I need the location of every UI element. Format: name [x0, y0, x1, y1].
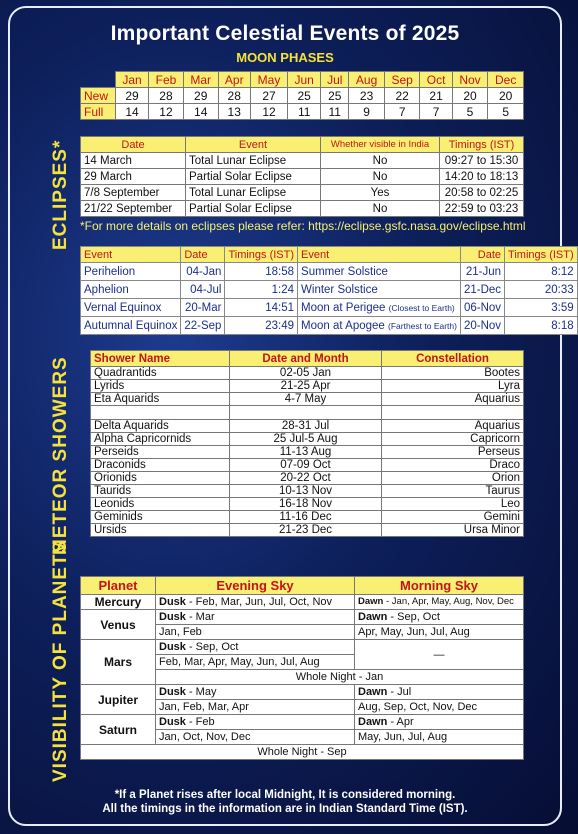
- moon-cell: 11: [288, 104, 321, 120]
- shower-constellation: Lyra: [382, 380, 524, 393]
- month-header: Jun: [288, 72, 321, 88]
- shower-constellation: Bootes: [382, 367, 524, 380]
- moon-cell: 29: [116, 88, 149, 104]
- shower-constellation: Taurus: [382, 485, 524, 498]
- whole-night-cell: Whole Night - Jan: [156, 670, 524, 685]
- event-name-text: Moon at Apogee: [301, 319, 385, 332]
- evening-cell-2: Jan, Feb: [156, 625, 355, 640]
- morning-cell: [355, 595, 524, 610]
- shower-constellation: Perseus: [382, 446, 524, 459]
- event-header: Event: [298, 247, 461, 263]
- moon-cell: 20: [452, 88, 488, 104]
- month-header: Feb: [149, 72, 184, 88]
- shower-name: Delta Aquarids: [91, 420, 230, 433]
- event-time: 8:12: [505, 263, 578, 281]
- eclipse-date: 29 March: [81, 169, 186, 185]
- evening-cell: [156, 640, 355, 655]
- moon-phases-table: [80, 71, 524, 120]
- meteor-showers-table: [90, 350, 524, 537]
- shower-date: 20-22 Oct: [230, 472, 382, 485]
- event-name: [298, 317, 461, 335]
- planet-header: Planet: [81, 577, 156, 595]
- shower-constellation: Aquarius: [382, 393, 524, 406]
- evening-cell: [156, 610, 355, 625]
- morning-cell: [355, 685, 524, 700]
- dawn-label: Dawn: [358, 596, 384, 607]
- dusk-label: Dusk: [159, 596, 186, 608]
- moon-phases-heading: MOON PHASES: [236, 50, 334, 65]
- event-date: 06-Nov: [460, 299, 504, 317]
- shower-date: 16-18 Nov: [230, 498, 382, 511]
- shower-date: 21-25 Apr: [230, 380, 382, 393]
- evening-cell: [156, 715, 355, 730]
- planet-name: Jupiter: [81, 685, 156, 715]
- moon-cell: 5: [452, 104, 488, 120]
- moon-cell: 5: [488, 104, 524, 120]
- event-date: 21-Dec: [460, 281, 504, 299]
- event-date: 20-Nov: [460, 317, 504, 335]
- shower-date: 10-13 Nov: [230, 485, 382, 498]
- planets-side-label: VISIBILITY OF PLANETS: [50, 539, 71, 782]
- event-note: (Farthest to Earth): [388, 320, 457, 331]
- event-note: (Closest to Earth): [388, 302, 455, 313]
- dusk-label: Dusk: [159, 611, 186, 623]
- eclipse-date: 21/22 September: [81, 201, 186, 217]
- dusk-label: Dusk: [159, 716, 186, 728]
- meteor-showers-side-label: METEOR SHOWERS: [50, 356, 71, 555]
- eclipse-header: Date: [81, 137, 186, 153]
- moon-cell: 29: [183, 88, 218, 104]
- eclipse-event: Partial Solar Eclipse: [186, 169, 321, 185]
- morning-cell-2: May, Jun, Jul, Aug: [355, 730, 524, 745]
- empty-cell: [81, 72, 116, 88]
- event-time: 23:49: [225, 317, 298, 335]
- eclipses-table: [80, 136, 524, 217]
- morning-cell: [355, 715, 524, 730]
- evening-months: - Feb, Mar, Jun, Jul, Oct, Nov: [185, 596, 333, 608]
- event-name: Vernal Equinox: [81, 299, 181, 317]
- eclipse-date: 14 March: [81, 153, 186, 169]
- dusk-label: Dusk: [159, 686, 186, 698]
- planet-name: Mars: [81, 640, 156, 685]
- moon-cell: 23: [349, 88, 385, 104]
- month-header: Sep: [384, 72, 420, 88]
- shower-constellation: Orion: [382, 472, 524, 485]
- shower-constellation: Leo: [382, 498, 524, 511]
- eclipse-event: Partial Solar Eclipse: [186, 201, 321, 217]
- event-header: Timings (IST): [505, 247, 578, 263]
- morning-months: - Jan, Apr, May, Aug, Nov, Dec: [383, 596, 514, 607]
- footer-note-2: All the timings in the information are in Indian Standard Time (IST).: [102, 803, 468, 815]
- moon-cell: 28: [218, 88, 250, 104]
- moon-cell: 12: [250, 104, 287, 120]
- evening-cell-2: Jan, Feb, Mar, Apr: [156, 700, 355, 715]
- month-header: May: [250, 72, 287, 88]
- full-moon-label: Full: [81, 104, 116, 120]
- eclipse-timing: 09:27 to 15:30: [440, 153, 524, 169]
- moon-cell: 22: [384, 88, 420, 104]
- event-header: Event: [81, 247, 181, 263]
- eclipse-visible: No: [321, 169, 440, 185]
- eclipse-timing: 22:59 to 03:23: [440, 201, 524, 217]
- month-header: Aug: [349, 72, 385, 88]
- shower-date: 11-16 Dec: [230, 511, 382, 524]
- event-date: 04-Jul: [181, 281, 225, 299]
- event-name: [298, 263, 461, 281]
- event-date: 04-Jan: [181, 263, 225, 281]
- event-time: 20:33: [505, 281, 578, 299]
- eclipse-visible: No: [321, 201, 440, 217]
- shower-name: Quadrantids: [91, 367, 230, 380]
- evening-months: - Mar: [185, 611, 215, 623]
- shower-date: 11-13 Aug: [230, 446, 382, 459]
- shower-name: [91, 406, 230, 420]
- moon-cell: 11: [321, 104, 349, 120]
- eclipses-side-label: ECLIPSES*: [50, 139, 71, 250]
- moon-cell: 28: [149, 88, 184, 104]
- shower-name: Geminids: [91, 511, 230, 524]
- shower-constellation: Capricorn: [382, 433, 524, 446]
- event-date: 20-Mar: [181, 299, 225, 317]
- moon-cell: 25: [288, 88, 321, 104]
- shower-name: Lyrids: [91, 380, 230, 393]
- event-name-text: Winter Solstice: [301, 283, 378, 296]
- shower-constellation: Aquarius: [382, 420, 524, 433]
- shower-date: 25 Jul-5 Aug: [230, 433, 382, 446]
- month-header: Dec: [488, 72, 524, 88]
- shower-date: 02-05 Jan: [230, 367, 382, 380]
- shower-name: Orionids: [91, 472, 230, 485]
- planet-name: Venus: [81, 610, 156, 640]
- evening-cell-2: Jan, Oct, Nov, Dec: [156, 730, 355, 745]
- meteor-header: Date and Month: [230, 351, 382, 367]
- event-time: 3:59: [505, 299, 578, 317]
- planets-table: [80, 576, 524, 760]
- shower-constellation: [382, 406, 524, 420]
- dawn-label: Dawn: [358, 716, 388, 728]
- month-header: Jan: [116, 72, 149, 88]
- meteor-header: Constellation: [382, 351, 524, 367]
- new-moon-label: New: [81, 88, 116, 104]
- month-header: Jul: [321, 72, 349, 88]
- event-date: 21-Jun: [460, 263, 504, 281]
- moon-cell: 7: [420, 104, 452, 120]
- shower-name: Draconids: [91, 459, 230, 472]
- shower-name: Alpha Capricornids: [91, 433, 230, 446]
- month-header: Mar: [183, 72, 218, 88]
- moon-cell: 14: [116, 104, 149, 120]
- shower-name: Perseids: [91, 446, 230, 459]
- events-table: [80, 246, 578, 335]
- evening-months: - Sep, Oct: [185, 641, 239, 653]
- shower-date: 28-31 Jul: [230, 420, 382, 433]
- moon-cell: 20: [488, 88, 524, 104]
- event-header: Date: [181, 247, 225, 263]
- shower-date: 07-09 Oct: [230, 459, 382, 472]
- evening-months: - May: [185, 686, 217, 698]
- morning-cell-2: Aug, Sep, Oct, Nov, Dec: [355, 700, 524, 715]
- evening-months: - Feb: [185, 716, 215, 728]
- moon-cell: 21: [420, 88, 452, 104]
- event-name: [298, 281, 461, 299]
- shower-date: 21-23 Dec: [230, 524, 382, 537]
- event-header: Timings (IST): [225, 247, 298, 263]
- moon-cell: 14: [183, 104, 218, 120]
- month-header: Apr: [218, 72, 250, 88]
- moon-cell: 25: [321, 88, 349, 104]
- dawn-label: Dawn: [358, 686, 388, 698]
- morning-cell-2: Apr, May, Jun, Jul, Aug: [355, 625, 524, 640]
- event-time: 1:24: [225, 281, 298, 299]
- eclipse-note: *For more details on eclipses please refer: https://eclipse.gsfc.nasa.gov/eclipse.html: [80, 219, 526, 233]
- eclipse-event: Total Lunar Eclipse: [186, 153, 321, 169]
- event-name: Aphelion: [81, 281, 181, 299]
- eclipse-timing: 20:58 to 02:25: [440, 185, 524, 201]
- evening-cell-2: Feb, Mar, Apr, May, Jun, Jul, Aug: [156, 655, 355, 670]
- shower-constellation: Ursa Minor: [382, 524, 524, 537]
- morning-cell: —: [355, 640, 524, 670]
- eclipse-visible: No: [321, 153, 440, 169]
- event-time: 8:18: [505, 317, 578, 335]
- moon-cell: 27: [250, 88, 287, 104]
- event-name: [298, 299, 461, 317]
- eclipse-header: Timings (IST): [440, 137, 524, 153]
- event-name-text: Summer Solstice: [301, 265, 388, 278]
- shower-constellation: Draco: [382, 459, 524, 472]
- morning-cell: [355, 610, 524, 625]
- meteor-header: Shower Name: [91, 351, 230, 367]
- evening-cell: [156, 685, 355, 700]
- eclipse-header: Whether visible in India: [321, 137, 440, 153]
- event-time: 18:58: [225, 263, 298, 281]
- planet-name: Mercury: [81, 595, 156, 610]
- moon-cell: 12: [149, 104, 184, 120]
- planet-header: Evening Sky: [156, 577, 355, 595]
- morning-months: - Apr: [387, 716, 414, 728]
- dawn-label: Dawn: [358, 611, 388, 623]
- shower-name: Ursids: [91, 524, 230, 537]
- shower-constellation: Gemini: [382, 511, 524, 524]
- eclipse-event: Total Lunar Eclipse: [186, 185, 321, 201]
- page-title: Important Celestial Events of 2025: [110, 22, 460, 45]
- month-header: Oct: [420, 72, 452, 88]
- moon-cell: 9: [349, 104, 385, 120]
- eclipse-header: Event: [186, 137, 321, 153]
- eclipse-date: 7/8 September: [81, 185, 186, 201]
- whole-night-cell: Whole Night - Sep: [81, 745, 524, 760]
- shower-name: Eta Aquarids: [91, 393, 230, 406]
- moon-cell: 13: [218, 104, 250, 120]
- event-header: Date: [460, 247, 504, 263]
- shower-date: [230, 406, 382, 420]
- shower-date: 4-7 May: [230, 393, 382, 406]
- shower-name: Taurids: [91, 485, 230, 498]
- event-time: 14:51: [225, 299, 298, 317]
- planet-name: Saturn: [81, 715, 156, 745]
- planet-header: Morning Sky: [355, 577, 524, 595]
- moon-cell: 7: [384, 104, 420, 120]
- footer-note-1: *If a Planet rises after local Midnight, It is considered morning.: [114, 789, 456, 801]
- event-name: Autumnal Equinox: [81, 317, 181, 335]
- shower-name: Leonids: [91, 498, 230, 511]
- evening-cell: [156, 595, 355, 610]
- month-header: Nov: [452, 72, 488, 88]
- event-date: 22-Sep: [181, 317, 225, 335]
- event-name: Perihelion: [81, 263, 181, 281]
- dusk-label: Dusk: [159, 641, 186, 653]
- event-name-text: Moon at Perigee: [301, 301, 386, 314]
- eclipse-timing: 14:20 to 18:13: [440, 169, 524, 185]
- morning-months: - Sep, Oct: [387, 611, 440, 623]
- morning-months: - Jul: [387, 686, 412, 698]
- eclipse-visible: Yes: [321, 185, 440, 201]
